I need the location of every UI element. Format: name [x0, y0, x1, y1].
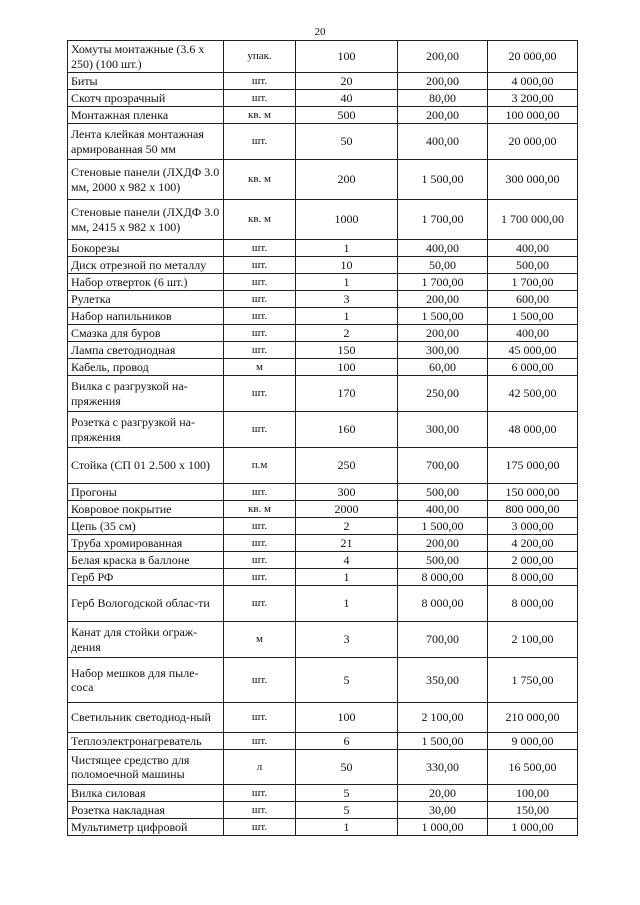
table-row — [68, 802, 578, 819]
sum-cell: 4 200,00 — [488, 535, 578, 552]
price-cell: 300,00 — [398, 342, 488, 359]
price-cell: 80,00 — [398, 90, 488, 107]
item-name-cell: Биты — [68, 73, 224, 90]
sum-cell: 100,00 — [488, 785, 578, 802]
sum-cell: 1 700 000,00 — [488, 200, 578, 240]
quantity-cell: 50 — [296, 750, 398, 785]
unit-cell: шт. — [224, 325, 296, 342]
sum-cell: 45 000,00 — [488, 342, 578, 359]
table-row — [68, 412, 578, 448]
table-row — [68, 569, 578, 586]
price-cell: 30,00 — [398, 802, 488, 819]
price-cell: 1 500,00 — [398, 160, 488, 200]
unit-cell: шт. — [224, 90, 296, 107]
table-row — [68, 160, 578, 200]
table-row — [68, 325, 578, 342]
quantity-cell: 1 — [296, 819, 398, 836]
quantity-cell: 200 — [296, 160, 398, 200]
sum-cell: 8 000,00 — [488, 569, 578, 586]
quantity-cell: 1000 — [296, 200, 398, 240]
item-name-cell: Диск отрезной по металлу — [68, 257, 224, 274]
unit-cell: шт. — [224, 703, 296, 733]
price-cell: 700,00 — [398, 448, 488, 484]
table-row — [68, 41, 578, 73]
sum-cell: 500,00 — [488, 257, 578, 274]
price-cell: 1 700,00 — [398, 200, 488, 240]
sum-cell: 150,00 — [488, 802, 578, 819]
sum-cell: 800 000,00 — [488, 501, 578, 518]
unit-cell: шт. — [224, 308, 296, 325]
unit-cell: кв. м — [224, 107, 296, 124]
sum-cell: 16 500,00 — [488, 750, 578, 785]
price-cell: 1 500,00 — [398, 518, 488, 535]
sum-cell: 1 700,00 — [488, 274, 578, 291]
unit-cell: п.м — [224, 448, 296, 484]
table-row — [68, 552, 578, 569]
unit-cell: шт. — [224, 733, 296, 750]
sum-cell: 20 000,00 — [488, 41, 578, 73]
table-row — [68, 658, 578, 703]
quantity-cell: 6 — [296, 733, 398, 750]
table-row — [68, 376, 578, 412]
unit-cell: упак. — [224, 41, 296, 73]
table-row — [68, 240, 578, 257]
item-name-cell: Розетка накладная — [68, 802, 224, 819]
quantity-cell: 150 — [296, 342, 398, 359]
price-cell: 200,00 — [398, 535, 488, 552]
item-name-cell: Набор напильников — [68, 308, 224, 325]
price-cell: 1 000,00 — [398, 819, 488, 836]
sum-cell: 2 000,00 — [488, 552, 578, 569]
price-cell: 330,00 — [398, 750, 488, 785]
sum-cell: 210 000,00 — [488, 703, 578, 733]
sum-cell: 150 000,00 — [488, 484, 578, 501]
quantity-cell: 2000 — [296, 501, 398, 518]
quantity-cell: 170 — [296, 376, 398, 412]
unit-cell: шт. — [224, 291, 296, 308]
unit-cell: шт. — [224, 658, 296, 703]
item-name-cell: Белая краска в баллоне — [68, 552, 224, 569]
sum-cell: 400,00 — [488, 240, 578, 257]
quantity-cell: 10 — [296, 257, 398, 274]
item-name-cell: Стойка (СП 01 2.500 х 100) — [68, 448, 224, 484]
price-cell: 200,00 — [398, 73, 488, 90]
unit-cell: кв. м — [224, 501, 296, 518]
item-name-cell: Скотч прозрачный — [68, 90, 224, 107]
table-row — [68, 448, 578, 484]
quantity-cell: 21 — [296, 535, 398, 552]
quantity-cell: 1 — [296, 569, 398, 586]
table-row — [68, 291, 578, 308]
table-row — [68, 586, 578, 622]
item-name-cell: Герб Вологодской облас-ти — [68, 586, 224, 622]
table-row — [68, 107, 578, 124]
price-cell: 400,00 — [398, 124, 488, 160]
sum-cell: 2 100,00 — [488, 622, 578, 658]
sum-cell: 42 500,00 — [488, 376, 578, 412]
quantity-cell: 1 — [296, 308, 398, 325]
sum-cell: 6 000,00 — [488, 359, 578, 376]
unit-cell: л — [224, 750, 296, 785]
sum-cell: 48 000,00 — [488, 412, 578, 448]
sum-cell: 300 000,00 — [488, 160, 578, 200]
quantity-cell: 2 — [296, 325, 398, 342]
quantity-cell: 50 — [296, 124, 398, 160]
sum-cell: 600,00 — [488, 291, 578, 308]
table-row — [68, 90, 578, 107]
sum-cell: 100 000,00 — [488, 107, 578, 124]
item-name-cell: Розетка с разгрузкой на-пряжения — [68, 412, 224, 448]
item-name-cell: Смазка для буров — [68, 325, 224, 342]
price-cell: 1 500,00 — [398, 308, 488, 325]
item-name-cell: Труба хромированная — [68, 535, 224, 552]
quantity-cell: 5 — [296, 658, 398, 703]
sum-cell: 8 000,00 — [488, 586, 578, 622]
unit-cell: шт. — [224, 785, 296, 802]
quantity-cell: 500 — [296, 107, 398, 124]
table-row — [68, 785, 578, 802]
unit-cell: шт. — [224, 552, 296, 569]
item-name-cell: Цепь (35 см) — [68, 518, 224, 535]
unit-cell: шт. — [224, 518, 296, 535]
quantity-cell: 3 — [296, 622, 398, 658]
unit-cell: шт. — [224, 274, 296, 291]
price-cell: 200,00 — [398, 325, 488, 342]
sum-cell: 20 000,00 — [488, 124, 578, 160]
table-row — [68, 819, 578, 836]
unit-cell: м — [224, 622, 296, 658]
sum-cell: 4 000,00 — [488, 73, 578, 90]
price-cell: 60,00 — [398, 359, 488, 376]
price-cell: 2 100,00 — [398, 703, 488, 733]
unit-cell: шт. — [224, 73, 296, 90]
unit-cell: шт. — [224, 586, 296, 622]
quantity-cell: 100 — [296, 359, 398, 376]
item-name-cell: Набор мешков для пыле-соса — [68, 658, 224, 703]
item-name-cell: Лампа светодиодная — [68, 342, 224, 359]
unit-cell: шт. — [224, 535, 296, 552]
quantity-cell: 100 — [296, 703, 398, 733]
price-cell: 400,00 — [398, 240, 488, 257]
unit-cell: кв. м — [224, 200, 296, 240]
quantity-cell: 250 — [296, 448, 398, 484]
item-name-cell: Ковровое покрытие — [68, 501, 224, 518]
price-cell: 1 700,00 — [398, 274, 488, 291]
price-cell: 200,00 — [398, 41, 488, 73]
table-row — [68, 200, 578, 240]
unit-cell: кв. м — [224, 160, 296, 200]
quantity-cell: 1 — [296, 274, 398, 291]
quantity-cell: 160 — [296, 412, 398, 448]
unit-cell: шт. — [224, 569, 296, 586]
sum-cell: 175 000,00 — [488, 448, 578, 484]
unit-cell: шт. — [224, 802, 296, 819]
quantity-cell: 2 — [296, 518, 398, 535]
page-number: 20 — [314, 26, 326, 38]
item-name-cell: Лента клейкая монтажная армированная 50 мм — [68, 124, 224, 160]
unit-cell: шт. — [224, 819, 296, 836]
table-row — [68, 484, 578, 501]
sum-cell: 3 000,00 — [488, 518, 578, 535]
item-name-cell: Рулетка — [68, 291, 224, 308]
table-row — [68, 257, 578, 274]
price-cell: 200,00 — [398, 107, 488, 124]
item-name-cell: Вилка с разгрузкой на-пряжения — [68, 376, 224, 412]
item-name-cell: Герб РФ — [68, 569, 224, 586]
unit-cell: шт. — [224, 342, 296, 359]
table-row — [68, 124, 578, 160]
quantity-cell: 40 — [296, 90, 398, 107]
item-name-cell: Стеновые панели (ЛХДФ 3.0 мм, 2000 х 982 х 100) — [68, 160, 224, 200]
items-table-body — [68, 41, 578, 836]
item-name-cell: Монтажная пленка — [68, 107, 224, 124]
table-row — [68, 73, 578, 90]
price-cell: 8 000,00 — [398, 569, 488, 586]
price-cell: 500,00 — [398, 484, 488, 501]
item-name-cell: Канат для стойки ограж-дения — [68, 622, 224, 658]
items-table — [67, 40, 578, 836]
quantity-cell: 20 — [296, 73, 398, 90]
sum-cell: 400,00 — [488, 325, 578, 342]
quantity-cell: 1 — [296, 240, 398, 257]
price-cell: 250,00 — [398, 376, 488, 412]
table-row — [68, 518, 578, 535]
quantity-cell: 3 — [296, 291, 398, 308]
item-name-cell: Набор отверток (6 шт.) — [68, 274, 224, 291]
item-name-cell: Бокорезы — [68, 240, 224, 257]
sum-cell: 1 750,00 — [488, 658, 578, 703]
price-cell: 200,00 — [398, 291, 488, 308]
price-cell: 500,00 — [398, 552, 488, 569]
unit-cell: шт. — [224, 257, 296, 274]
table-row — [68, 622, 578, 658]
item-name-cell: Стеновые панели (ЛХДФ 3.0 мм, 2415 х 982 х 100) — [68, 200, 224, 240]
unit-cell: шт. — [224, 376, 296, 412]
table-row — [68, 733, 578, 750]
unit-cell: шт. — [224, 412, 296, 448]
price-cell: 1 500,00 — [398, 733, 488, 750]
quantity-cell: 1 — [296, 586, 398, 622]
sum-cell: 3 200,00 — [488, 90, 578, 107]
table-row — [68, 501, 578, 518]
quantity-cell: 4 — [296, 552, 398, 569]
unit-cell: шт. — [224, 484, 296, 501]
unit-cell: шт. — [224, 124, 296, 160]
item-name-cell: Теплоэлектронагреватель — [68, 733, 224, 750]
table-row — [68, 359, 578, 376]
price-cell: 8 000,00 — [398, 586, 488, 622]
table-row — [68, 308, 578, 325]
table-row — [68, 703, 578, 733]
sum-cell: 1 000,00 — [488, 819, 578, 836]
quantity-cell: 5 — [296, 802, 398, 819]
item-name-cell: Светильник светодиод-ный — [68, 703, 224, 733]
item-name-cell: Хомуты монтажные (3.6 х 250) (100 шт.) — [68, 41, 224, 73]
table-row — [68, 750, 578, 785]
sum-cell: 1 500,00 — [488, 308, 578, 325]
price-cell: 20,00 — [398, 785, 488, 802]
table-row — [68, 342, 578, 359]
unit-cell: шт. — [224, 240, 296, 257]
table-row — [68, 274, 578, 291]
quantity-cell: 5 — [296, 785, 398, 802]
price-cell: 300,00 — [398, 412, 488, 448]
price-cell: 700,00 — [398, 622, 488, 658]
quantity-cell: 300 — [296, 484, 398, 501]
quantity-cell: 100 — [296, 41, 398, 73]
table-row — [68, 535, 578, 552]
sum-cell: 9 000,00 — [488, 733, 578, 750]
price-cell: 400,00 — [398, 501, 488, 518]
item-name-cell: Прогоны — [68, 484, 224, 501]
item-name-cell: Кабель, провод — [68, 359, 224, 376]
item-name-cell: Мультиметр цифровой — [68, 819, 224, 836]
price-cell: 50,00 — [398, 257, 488, 274]
unit-cell: м — [224, 359, 296, 376]
price-cell: 350,00 — [398, 658, 488, 703]
item-name-cell: Вилка силовая — [68, 785, 224, 802]
item-name-cell: Чистящее средство для поломоечной машины — [68, 750, 224, 785]
